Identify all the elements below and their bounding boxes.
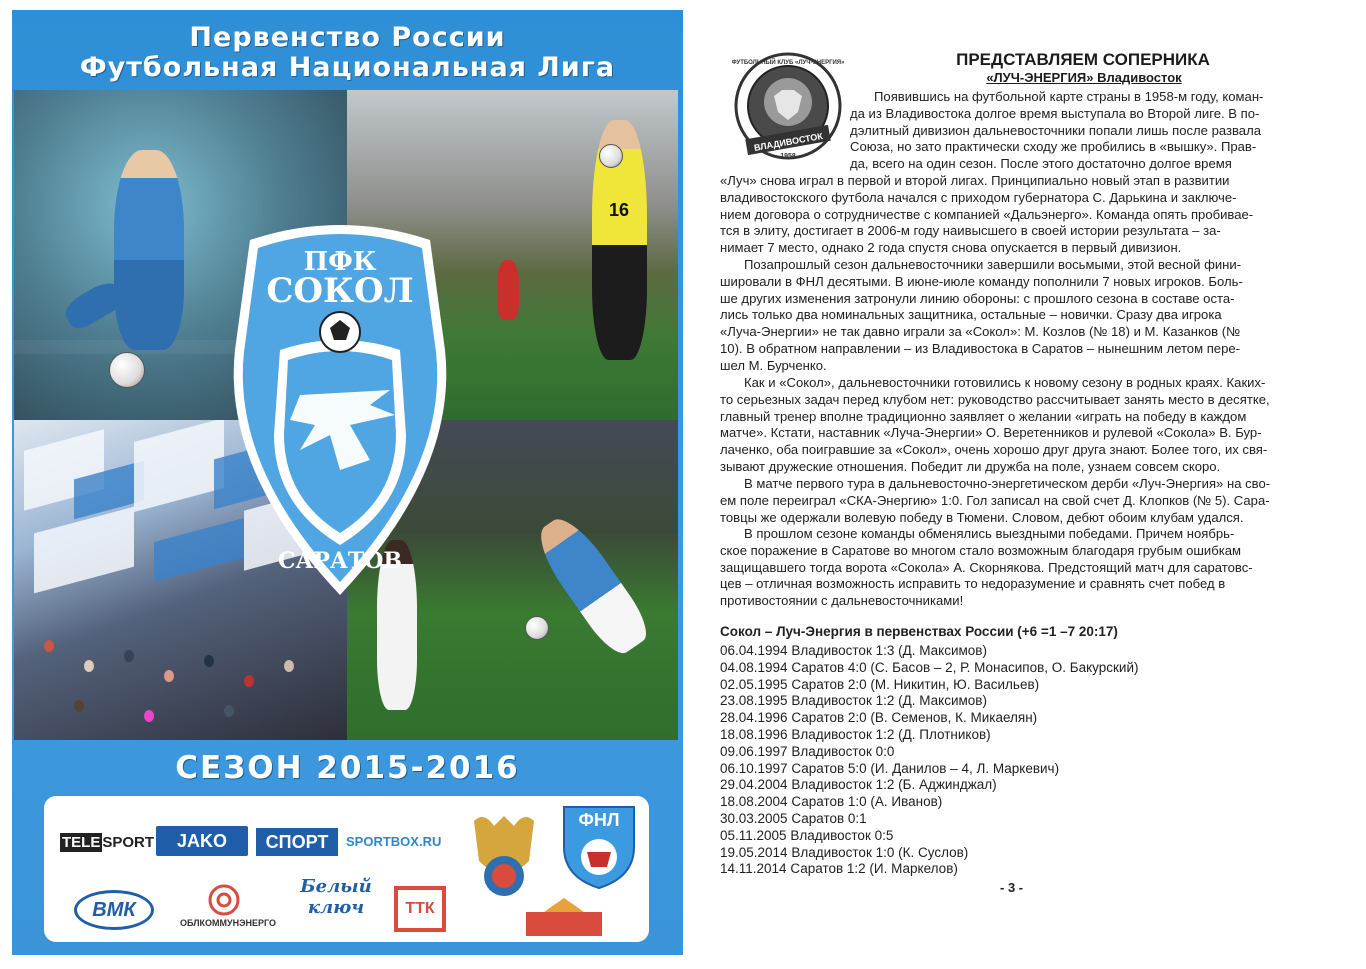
sponsor-fnl: ФНЛ	[559, 802, 639, 890]
match-result: 18.08.2004 Саратов 1:0 (А. Иванов)	[720, 794, 943, 810]
paragraph-line: нимает 7 место, однако 2 года спустя снова опускается в первый дивизион.	[720, 240, 1182, 256]
crest-name: СОКОЛ	[266, 271, 414, 311]
paragraph-line: Союза, но зато практически сходу же пробились в «вышку». Прав-	[850, 139, 1257, 155]
oblkommunenergo-logo-icon	[206, 882, 242, 918]
article-title: ПРЕДСТАВЛЯЕМ СОПЕРНИКА	[956, 50, 1210, 69]
paragraph-line: цев – отличная возможность исправить то недоразумение и сравнять счет побед в	[720, 576, 1226, 592]
paragraph-line: владивостокского футбола начался с приходом губернатора С. Дарькина и заключе-	[720, 189, 1237, 205]
match-result: 09.06.1997 Владивосток 0:0	[720, 743, 895, 759]
russia-emblem-icon	[464, 806, 544, 906]
sponsor-sportbox: SPORTBOX.RU	[346, 834, 442, 849]
paragraph-line: противостоянии с дальневосточниками!	[720, 593, 964, 609]
sponsor-telesport: TELE SPORT	[62, 834, 155, 851]
paragraph-line: да, всего на один сезон. После этого достаточно долгое время	[850, 156, 1232, 172]
sponsor-ttk: ТТК	[394, 886, 446, 932]
match-result: 28.04.1996 Саратов 2:0 (В. Семенов, К. Микаелян)	[720, 710, 1038, 726]
match-result: 30.03.2005 Саратов 0:1	[720, 810, 867, 826]
match-result: 02.05.1995 Саратов 2:0 (М. Никитин, Ю. Васильев)	[720, 676, 1040, 692]
page-number: - 3 -	[1000, 880, 1024, 895]
paragraph-line: матче». Кстати, наставник «Луча-Энергии» О. Веретенников и рулевой «Сокола» В. Бур-	[720, 425, 1262, 441]
paragraph-line: да из Владивостока долгое время выступала во Второй лиге. В по-	[850, 105, 1260, 121]
paragraph-line: ское поражение в Саратове во многом стало возможным благодаря грубым ошибкам	[720, 542, 1242, 558]
crest-ball	[320, 312, 360, 352]
match-result: 29.04.2004 Владивосток 1:2 (Б. Аджинджал)	[720, 777, 997, 793]
paragraph-1	[720, 89, 1318, 257]
paragraph-line: товцы же одержали волевую победу в Тюмени. Словом, дебют обоим клубам удался.	[720, 509, 1244, 525]
article-subtitle: «ЛУЧ-ЭНЕРГИЯ» Владивосток	[986, 70, 1182, 85]
cover-page	[12, 10, 683, 955]
match-result: 19.05.2014 Владивосток 1:0 (К. Суслов)	[720, 844, 969, 860]
paragraph-3	[720, 375, 1318, 476]
paragraph-line: В прошлом сезоне команды обменялись выездными победами. Причем ноябрь-	[744, 526, 1235, 541]
paragraph-line: лаченко, оба поигравшие за «Сокол», очень хорошо друг друга знают. Более того, их свя-	[720, 442, 1268, 458]
match-result: 23.08.1995 Владивосток 1:2 (Д. Максимов)	[720, 693, 987, 709]
paragraph-line: шел М. Бурченко.	[720, 357, 827, 373]
paragraph-line: «Луча-Энергии» не так давно играли за «Сокол»: М. Козлов (№ 18) и М. Казанков (№	[720, 324, 1241, 340]
paragraph-line: шировали в ФНЛ десятыми. В июне-июле команду пополнили 7 новых игроков. Боль-	[720, 273, 1243, 289]
sponsor-oblkommunenergo: ОБЛКОММУНЭНЕРГО	[180, 918, 277, 928]
paragraph-line: лись только два номинальных защитника, остальные – новички. Сразу два игрока	[720, 307, 1222, 323]
cover-title-line2: Футбольная Национальная Лига	[79, 52, 616, 83]
sponsor-vmk: ВМК	[74, 890, 154, 930]
paragraph-line: «Луч» снова играл в первой и второй лигах. Принципиально новый этап в развитии	[720, 172, 1230, 188]
logo-year: 1958	[780, 153, 796, 160]
match-result: 05.11.2005 Владивосток 0:5	[720, 827, 894, 843]
season-label: СЕЗОН 2015-2016	[175, 750, 520, 786]
goalkeeper-number: 16	[609, 200, 630, 220]
paragraph-line: 10). В обратном направлении – из Владивостока в Саратов – нынешним летом пере-	[720, 340, 1241, 356]
paragraph-4	[720, 476, 1318, 526]
paragraph-line: дэлитный дивизион дальневосточники попали лишь после развала	[850, 122, 1262, 138]
sponsors-panel	[44, 796, 649, 942]
match-result: 04.08.1994 Саратов 4:0 (С. Басов – 2, Р. Монасипов, О. Бакурский)	[720, 659, 1139, 675]
paragraph-line: В матче первого тура в дальневосточно-энергетическом дерби «Луч-Энергия» на сво-	[744, 476, 1271, 491]
match-result: 06.04.1994 Владивосток 1:3 (Д. Максимов)	[720, 643, 987, 658]
paragraph-line: защищавшего тогда ворота «Сокола» А. Скорнякова. Предстоящий матч для саратовс-	[720, 559, 1253, 575]
sponsor-sport: СПОРТ	[256, 828, 338, 856]
paragraph-line: ем поле переиграл «СКА-Энергию» 1:0. Гол записал на свой счет Д. Клопков (№ 5). Сара-	[720, 492, 1270, 508]
paragraph-line: зывают дружеские отношения. Победит ли дружба на поле, узнаем совсем скоро.	[720, 458, 1221, 474]
head-to-head-list	[720, 643, 1320, 878]
crest-top-text: ПФК	[303, 247, 377, 277]
crest-bottom-text: САРАТОВ	[277, 548, 403, 574]
paragraph-line: Появившись на футбольной карте страны в 1958-м году, коман-	[874, 89, 1264, 104]
match-result: 06.10.1997 Саратов 5:0 (И. Данилов – 4, Л. Маркевич)	[720, 760, 1060, 776]
match-result: 14.11.2014 Саратов 1:2 (И. Маркелов)	[720, 861, 958, 877]
head-to-head-title: Сокол – Луч-Энергия в первенствах России (+6 =1 –7 20:17)	[720, 624, 1118, 639]
paragraph-line: то серьезных задач перед клубом нет: руководство рассчитывает занять место в десятке,	[720, 391, 1270, 407]
sponsor-jako: JAKO	[156, 826, 248, 856]
sokol-crest	[220, 220, 460, 600]
paragraph-line: Позапрошлый сезон дальневосточники завершили восьмыми, этой весной фини-	[744, 257, 1242, 272]
paragraph-5	[720, 526, 1318, 610]
sponsor-beliy-klyuch: Белый ключ	[300, 876, 372, 918]
logo-city: ВЛАДИВОСТОК	[753, 131, 824, 153]
paragraph-2	[720, 257, 1318, 375]
paragraph-line: главный тренер вполне традиционно заявляет о желании «играть на победу в каждом	[720, 408, 1247, 424]
paragraph-line: ше других изменения затронули линию обороны: с прошлого сезона в составе оста-	[720, 290, 1235, 306]
match-result: 18.08.1996 Владивосток 1:2 (Д. Плотников)	[720, 726, 991, 742]
cover-title-line1: Первенство России	[189, 22, 506, 53]
paragraph-line: нием договора о сотрудничестве с компанией «Дальэнерго». Команда опять пробивае-	[720, 206, 1254, 222]
logo-ring-text: ФУТБОЛЬНЫЙ КЛУБ «ЛУЧ-ЭНЕРГИЯ»	[732, 60, 844, 66]
partner-logo-icon	[524, 896, 604, 940]
paragraph-line: Как и «Сокол», дальневосточники готовились к новому сезону в родных краях. Каких-	[744, 375, 1266, 390]
paragraph-line: тся в элиту, достигает в 2006-м году наивысшего в своей истории результата – за-	[720, 223, 1221, 239]
